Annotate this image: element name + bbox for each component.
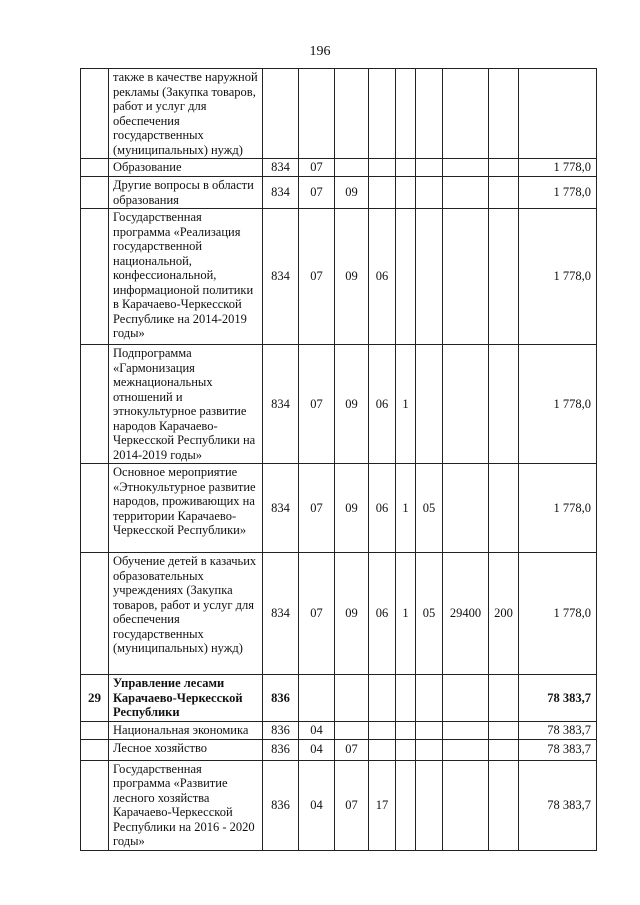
program-code-cell [369, 721, 396, 739]
subsection-code-cell [335, 675, 369, 722]
row-number-cell [81, 159, 109, 177]
direction-code-cell [443, 177, 489, 209]
row-name-cell: также в качестве наружной рекламы (Закупка товаров, работ и услуг для обеспечения государственных (муниципальных) нужд) [109, 69, 263, 159]
page-number: 196 [309, 44, 331, 59]
row-name-cell: Образование [109, 159, 263, 177]
amount-cell: 1 778,0 [519, 159, 597, 177]
department-code-cell: 836 [263, 739, 299, 760]
row-number-cell [81, 721, 109, 739]
row-number-cell [81, 69, 109, 159]
subprogram-code-cell [396, 739, 416, 760]
subsection-code-cell: 09 [335, 464, 369, 553]
expense-type-cell [489, 159, 519, 177]
amount-cell: 78 383,7 [519, 675, 597, 722]
program-code-cell: 06 [369, 464, 396, 553]
event-code-cell: 05 [416, 464, 443, 553]
table-row [81, 177, 597, 209]
row-name-cell: Лесное хозяйство [109, 739, 263, 760]
row-number-cell [81, 209, 109, 345]
row-number-cell [81, 345, 109, 464]
section-code-cell: 07 [299, 345, 335, 464]
subsection-code-cell [335, 721, 369, 739]
row-name-cell: Управление лесами Карачаево-Черкесской Республики [109, 675, 263, 722]
direction-code-cell: 29400 [443, 553, 489, 675]
row-name-cell: Государственная программа «Реализация государственной национальной, конфессиональной, информационой политики в Карачаево-Черкесской Республике на 2014-2019 годы» [109, 209, 263, 345]
program-code-cell [369, 675, 396, 722]
direction-code-cell [443, 69, 489, 159]
expense-type-cell [489, 464, 519, 553]
row-name-cell: Национальная экономика [109, 721, 263, 739]
event-code-cell [416, 739, 443, 760]
row-number-cell [81, 177, 109, 209]
subsection-code-cell [335, 69, 369, 159]
table-row [81, 553, 597, 675]
subsection-code-cell: 09 [335, 177, 369, 209]
subprogram-code-cell [396, 721, 416, 739]
table-row [81, 69, 597, 159]
department-code-cell: 834 [263, 553, 299, 675]
department-code-cell: 834 [263, 159, 299, 177]
section-code-cell: 04 [299, 760, 335, 850]
table-row [81, 675, 597, 722]
subsection-code-cell: 07 [335, 739, 369, 760]
expense-type-cell [489, 177, 519, 209]
row-name-cell: Обучение детей в казачьих образовательных учреждениях (Закупка товаров, работ и услуг для обеспечения государственных (муниципальных) нужд) [109, 553, 263, 675]
subprogram-code-cell: 1 [396, 464, 416, 553]
event-code-cell [416, 345, 443, 464]
section-code-cell: 07 [299, 177, 335, 209]
event-code-cell [416, 675, 443, 722]
subprogram-code-cell: 1 [396, 553, 416, 675]
expense-type-cell [489, 345, 519, 464]
event-code-cell [416, 69, 443, 159]
event-code-cell: 05 [416, 553, 443, 675]
program-code-cell [369, 69, 396, 159]
direction-code-cell [443, 739, 489, 760]
program-code-cell [369, 159, 396, 177]
subsection-code-cell: 09 [335, 209, 369, 345]
section-code-cell: 07 [299, 553, 335, 675]
direction-code-cell [443, 721, 489, 739]
direction-code-cell [443, 464, 489, 553]
table-row [81, 345, 597, 464]
event-code-cell [416, 721, 443, 739]
row-number-cell [81, 760, 109, 850]
amount-cell: 1 778,0 [519, 464, 597, 553]
section-code-cell: 07 [299, 209, 335, 345]
program-code-cell: 06 [369, 345, 396, 464]
subsection-code-cell: 09 [335, 345, 369, 464]
event-code-cell [416, 209, 443, 345]
amount-cell: 78 383,7 [519, 739, 597, 760]
amount-cell: 1 778,0 [519, 345, 597, 464]
section-code-cell [299, 675, 335, 722]
subprogram-code-cell: 1 [396, 345, 416, 464]
subsection-code-cell: 09 [335, 553, 369, 675]
subprogram-code-cell [396, 209, 416, 345]
program-code-cell [369, 739, 396, 760]
expense-type-cell [489, 209, 519, 345]
row-name-cell: Государственная программа «Развитие лесного хозяйства Карачаево-Черкесской Республики на 2016 - 2020 годы» [109, 760, 263, 850]
department-code-cell: 836 [263, 760, 299, 850]
direction-code-cell [443, 209, 489, 345]
direction-code-cell [443, 675, 489, 722]
direction-code-cell [443, 159, 489, 177]
section-code-cell: 04 [299, 721, 335, 739]
program-code-cell: 17 [369, 760, 396, 850]
program-code-cell [369, 177, 396, 209]
section-code-cell [299, 69, 335, 159]
department-code-cell: 834 [263, 209, 299, 345]
table-row [81, 739, 597, 760]
row-number-cell [81, 464, 109, 553]
amount-cell: 78 383,7 [519, 721, 597, 739]
department-code-cell: 834 [263, 464, 299, 553]
subsection-code-cell: 07 [335, 760, 369, 850]
amount-cell: 1 778,0 [519, 209, 597, 345]
amount-cell: 1 778,0 [519, 553, 597, 675]
expense-type-cell [489, 721, 519, 739]
program-code-cell: 06 [369, 209, 396, 345]
amount-cell: 1 778,0 [519, 177, 597, 209]
department-code-cell: 836 [263, 675, 299, 722]
row-number-cell [81, 739, 109, 760]
subprogram-code-cell [396, 760, 416, 850]
department-code-cell: 836 [263, 721, 299, 739]
row-number-cell: 29 [81, 675, 109, 722]
section-code-cell: 07 [299, 159, 335, 177]
department-code-cell: 834 [263, 345, 299, 464]
table-row [81, 760, 597, 850]
event-code-cell [416, 760, 443, 850]
amount-cell: 78 383,7 [519, 760, 597, 850]
expense-type-cell [489, 675, 519, 722]
subprogram-code-cell [396, 69, 416, 159]
direction-code-cell [443, 345, 489, 464]
department-code-cell: 834 [263, 177, 299, 209]
event-code-cell [416, 159, 443, 177]
table-row [81, 721, 597, 739]
subprogram-code-cell [396, 177, 416, 209]
table-row [81, 159, 597, 177]
event-code-cell [416, 177, 443, 209]
table-row [81, 464, 597, 553]
program-code-cell: 06 [369, 553, 396, 675]
amount-cell [519, 69, 597, 159]
subprogram-code-cell [396, 675, 416, 722]
expense-type-cell: 200 [489, 553, 519, 675]
department-code-cell [263, 69, 299, 159]
row-name-cell: Другие вопросы в области образования [109, 177, 263, 209]
expense-type-cell [489, 739, 519, 760]
budget-table [80, 68, 597, 851]
direction-code-cell [443, 760, 489, 850]
section-code-cell: 07 [299, 464, 335, 553]
subsection-code-cell [335, 159, 369, 177]
subprogram-code-cell [396, 159, 416, 177]
table-row [81, 209, 597, 345]
section-code-cell: 04 [299, 739, 335, 760]
row-number-cell [81, 553, 109, 675]
row-name-cell: Подпрограмма «Гармонизация межнациональных отношений и этнокультурное развитие народов Карачаево-Черкесской Республики на 2014-2019 годы» [109, 345, 263, 464]
row-name-cell: Основное мероприятие «Этнокультурное развитие народов, проживающих на территории Карачаево-Черкесской Республики» [109, 464, 263, 553]
expense-type-cell [489, 760, 519, 850]
expense-type-cell [489, 69, 519, 159]
